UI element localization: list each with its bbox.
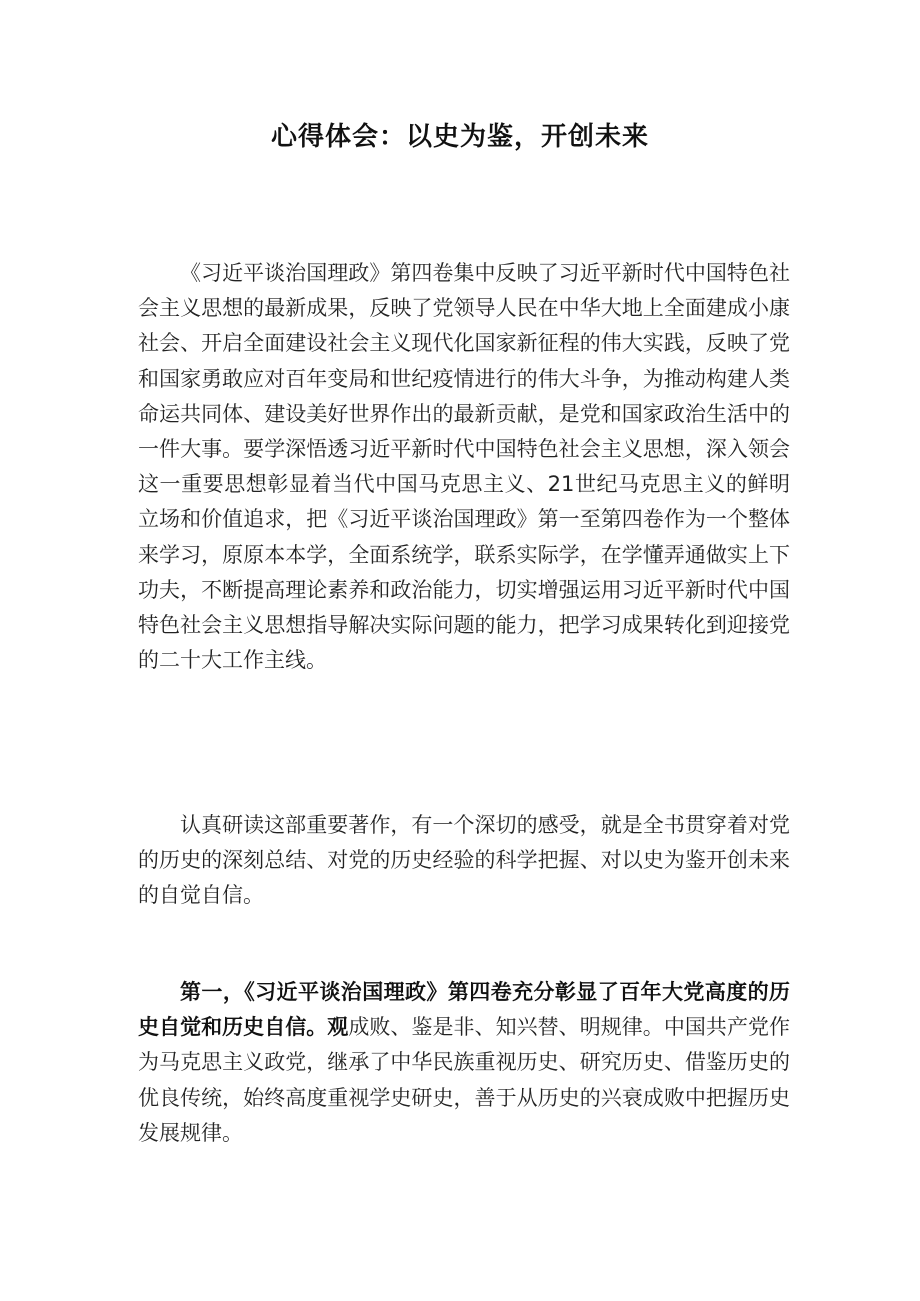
document-title: 心得体会：以史为鉴，开创未来 — [270, 122, 649, 152]
paragraph-first-point — [138, 975, 790, 1151]
paragraph-feeling: 认真研读这部重要著作，有一个深切的感受，就是全书贯穿着对党的历史的深刻总结、对党的历史经验的科学把握、对以史为鉴开创未来的自觉自信。 — [138, 813, 790, 908]
first-point-body: 成败、鉴是非、知兴替、明规律。中国共产党作为马克思主义政党，继承了中华民族重视历史、研究历史、借鉴历史的优良传统，始终高度重视学史研史，善于从历史的兴衰成败中把握历史发展规律。 — [138, 1015, 791, 1145]
first-point-heading: 第一，《习近平谈治国理政》第四卷充分彰显了百年大党高度的历史自觉和历史自信。观 — [138, 980, 790, 1040]
paragraph-intro: 《习近平谈治国理政》第四卷集中反映了习近平新时代中国特色社会主义思想的最新成果，反映了党领导人民在中华大地上全面建成小康社会、开启全面建设社会主义现代化国家新征程的伟大实践，反映了党和国家勇敢应对百年变局和世纪疫情进行的伟大斗争，为推动构建人类命运共同体、建设美好世界作出的最新贡献，是党和国家政治生活中的一件大事。要学深悟透习近平新时代中国特色社会主义思想，深入领会这一重要思想彰显着当代中国马克思主义、21世纪马克思主义的鲜明立场和价值追求，把《习近平谈治国理政》第一至第四卷作为一个整体来学习，原原本本学，全面系统学，联系实际学，在学懂弄通做实上下功夫，不断提高理论素养和政治能力，切实增强运用习近平新时代中国特色社会主义思想指导解决实际问题的能力，把学习成果转化到迎接党的二十大工作主线。 — [138, 261, 790, 673]
